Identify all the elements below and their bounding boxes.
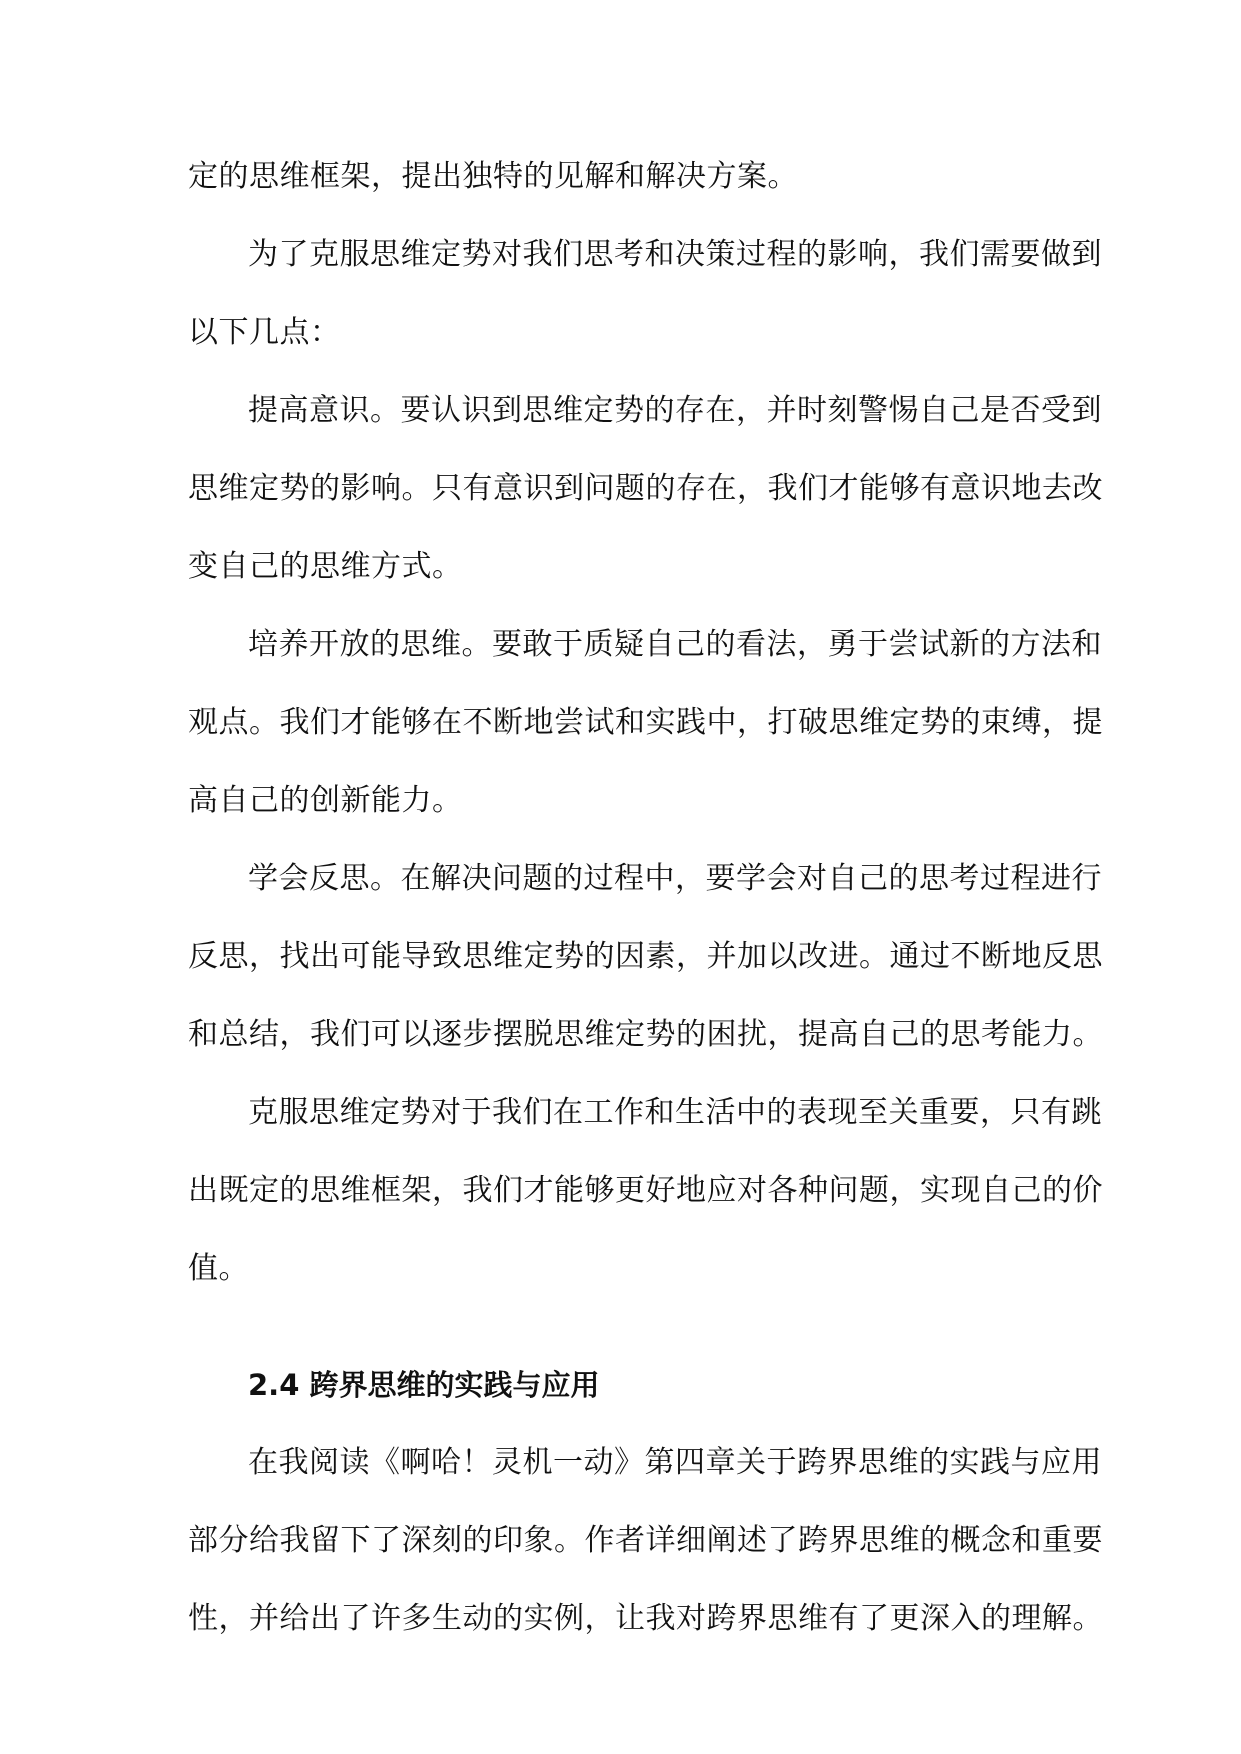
paragraph-conclusion (188, 1074, 1103, 1308)
text-line: 值。 (188, 1251, 249, 1286)
text-line: 和总结，我们可以逐步摆脱思维定势的困扰，提高自己的思考能力。 (188, 1017, 1103, 1052)
text-line: 为了克服思维定势对我们思考和决策过程的影响，我们需要做到 (248, 237, 1102, 272)
text-line: 观点。我们才能够在不断地尝试和实践中，打破思维定势的束缚，提 (188, 705, 1103, 740)
text-line: 提高意识。要认识到思维定势的存在，并时刻警惕自己是否受到 (248, 393, 1102, 428)
section-heading: 2.4 跨界思维的实践与应用 (248, 1368, 600, 1402)
paragraph-cross-boundary (188, 1424, 1103, 1658)
text-line: 培养开放的思维。要敢于质疑自己的看法，勇于尝试新的方法和 (248, 627, 1102, 662)
text-line: 学会反思。在解决问题的过程中，要学会对自己的思考过程进行 (248, 861, 1102, 896)
text-line: 高自己的创新能力。 (188, 783, 463, 818)
paragraph-reflection (188, 840, 1103, 1074)
text-line: 出既定的思维框架，我们才能够更好地应对各种问题，实现自己的价 (188, 1173, 1103, 1208)
text-line: 以下几点： (188, 315, 341, 350)
paragraph-open-mind (188, 606, 1103, 840)
text-line: 思维定势的影响。只有意识到问题的存在，我们才能够有意识地去改 (188, 471, 1103, 506)
text-line: 克服思维定势对于我们在工作和生活中的表现至关重要，只有跳 (248, 1095, 1102, 1130)
paragraph-raise-awareness (188, 372, 1103, 606)
document-body (188, 138, 1103, 1658)
text-line: 部分给我留下了深刻的印象。作者详细阐述了跨界思维的概念和重要 (188, 1523, 1103, 1558)
text-line: 变自己的思维方式。 (188, 549, 463, 584)
paragraph-continuation (188, 138, 1068, 216)
text-line: 性，并给出了许多生动的实例，让我对跨界思维有了更深入的理解。 (188, 1601, 1103, 1636)
text-line: 反思，找出可能导致思维定势的因素，并加以改进。通过不断地反思 (188, 939, 1103, 974)
text-line: 在我阅读《啊哈！灵机一动》第四章关于跨界思维的实践与应用 (248, 1445, 1102, 1480)
text-line: 定的思维框架，提出独特的见解和解决方案。 (188, 159, 798, 194)
section-spacer (188, 1308, 1068, 1346)
paragraph-intro-points (188, 216, 1102, 372)
